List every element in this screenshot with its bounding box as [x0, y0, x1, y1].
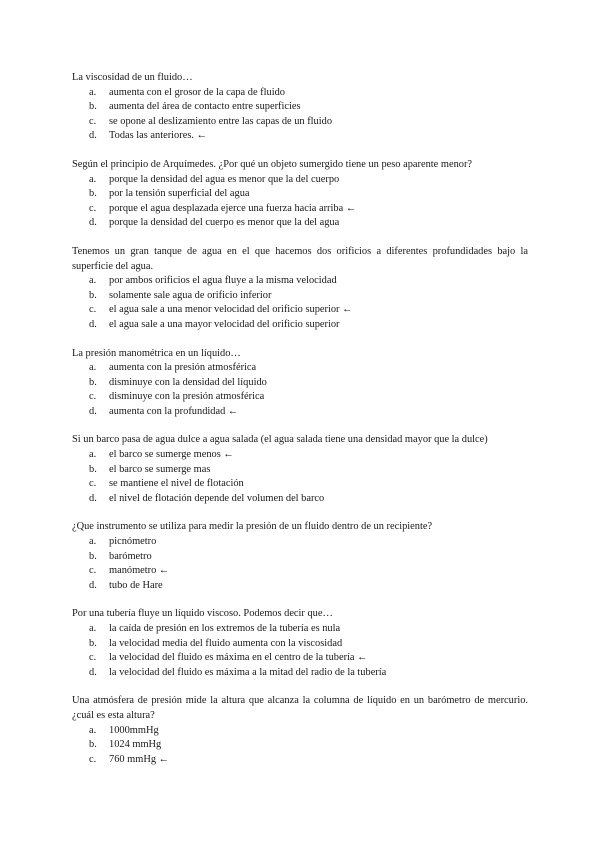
- option-a: [72, 622, 528, 637]
- option-text: por la tensión superficial del agua: [109, 188, 250, 200]
- option-text: se opone al deslizamiento entre las capas de un fluido: [109, 115, 333, 127]
- quiz-document: [72, 71, 528, 767]
- option-c: [72, 115, 528, 130]
- option-letter: c.: [89, 652, 97, 664]
- option-text: la velocidad del fluido es máxima a la mitad del radio de la tubería: [109, 666, 387, 678]
- option-text: porque el agua desplazada ejerce una fuerza hacia arriba ←: [109, 202, 357, 214]
- option-a: [72, 535, 528, 550]
- option-text: por ambos orificios el agua fluye a la misma velocidad: [109, 275, 337, 287]
- option-c: [72, 564, 528, 579]
- option-text: 760 mmHg ←: [109, 753, 170, 765]
- option-d: [72, 216, 528, 231]
- option-letter: b.: [89, 463, 97, 475]
- option-letter: d.: [89, 130, 97, 142]
- options-list: [72, 622, 528, 680]
- option-b: [72, 289, 528, 304]
- option-b: [72, 637, 528, 652]
- option-text: disminuye con la densidad del líquido: [109, 376, 267, 388]
- option-text: porque la densidad del cuerpo es menor que la del agua: [109, 217, 340, 229]
- question-text: Por una tubería fluye un líquido viscoso. Podemos decir que…: [72, 608, 333, 620]
- option-a: [72, 274, 528, 289]
- question-5: [72, 433, 528, 506]
- options-list: [72, 86, 528, 144]
- question-text: Si un barco pasa de agua dulce a agua salada (el agua salada tiene una densidad mayor que la dulce): [72, 434, 488, 446]
- option-text: picnómetro: [109, 536, 157, 548]
- option-text: el nivel de flotación depende del volumen del barco: [109, 492, 325, 504]
- option-text: porque la densidad del agua es menor que la del cuerpo: [109, 173, 340, 185]
- option-letter: d.: [89, 318, 97, 330]
- question-text: ¿Que instrumento se utiliza para medir la presión de un fluido dentro de un recipiente?: [72, 521, 433, 533]
- option-letter: d.: [89, 666, 97, 678]
- option-text: el agua sale a una mayor velocidad del orificio superior: [109, 318, 340, 330]
- option-text: aumenta del área de contacto entre superficies: [109, 101, 301, 113]
- option-d: [72, 318, 528, 333]
- option-text: la caída de presión en los extremos de la tubería es nula: [109, 623, 341, 634]
- option-text: la velocidad del fluido es máxima en el centro de la tubería ←: [109, 652, 368, 664]
- option-text: aumenta con la presión atmosférica: [109, 362, 257, 374]
- options-list: [72, 361, 528, 419]
- option-letter: b.: [89, 637, 97, 649]
- option-c: [72, 303, 528, 318]
- option-b: [72, 100, 528, 115]
- option-b: [72, 376, 528, 391]
- question-7: [72, 607, 528, 680]
- option-text: aumenta con el grosor de la capa de fluido: [109, 86, 285, 98]
- question-2: [72, 158, 528, 231]
- option-letter: d.: [89, 405, 97, 417]
- question-8: [72, 694, 528, 767]
- option-letter: b.: [89, 188, 97, 200]
- option-letter: c.: [89, 115, 97, 127]
- question-6: [72, 520, 528, 593]
- question-1: [72, 71, 528, 144]
- option-letter: a.: [89, 724, 97, 736]
- option-letter: a.: [89, 449, 97, 461]
- option-a: [72, 448, 528, 463]
- option-letter: b.: [89, 550, 97, 562]
- options-list: [72, 274, 528, 332]
- question-text: La viscosidad de un fluido…: [72, 72, 193, 83]
- option-c: [72, 390, 528, 405]
- option-text: 1000mmHg: [109, 724, 159, 736]
- option-text: el barco se sumerge menos ←: [109, 449, 234, 461]
- option-a: [72, 724, 528, 739]
- option-d: [72, 129, 528, 144]
- option-d: [72, 666, 528, 681]
- option-text: 1024 mmHg: [109, 739, 162, 751]
- option-text: solamente sale agua de orificio inferior: [109, 289, 272, 301]
- question-text: Según el principio de Arquímedes. ¿Por qué un objeto sumergido tiene un peso aparente menor?: [72, 158, 473, 170]
- option-text: disminuye con la presión atmosférica: [109, 391, 265, 403]
- option-letter: b.: [89, 376, 97, 388]
- question-text: La presión manométrica en un líquido…: [72, 347, 241, 359]
- option-letter: a.: [89, 86, 97, 98]
- options-list: [72, 173, 528, 231]
- option-letter: c.: [89, 391, 97, 403]
- option-letter: c.: [89, 304, 97, 316]
- option-b: [72, 738, 528, 753]
- option-letter: b.: [89, 101, 97, 113]
- option-letter: d.: [89, 492, 97, 504]
- option-letter: d.: [89, 579, 97, 591]
- option-c: [72, 753, 528, 768]
- option-text: barómetro: [109, 550, 152, 562]
- option-letter: a.: [89, 275, 97, 287]
- option-letter: d.: [89, 217, 97, 229]
- option-d: [72, 579, 528, 594]
- option-c: [72, 202, 528, 217]
- option-letter: a.: [89, 173, 97, 185]
- option-letter: c.: [89, 565, 97, 577]
- option-text: aumenta con la profundidad ←: [109, 405, 239, 417]
- option-d: [72, 492, 528, 507]
- options-list: [72, 535, 528, 593]
- option-b: [72, 550, 528, 565]
- option-text: manómetro ←: [109, 565, 170, 577]
- option-a: [72, 86, 528, 101]
- option-letter: a.: [89, 536, 97, 548]
- option-text: el agua sale a una menor velocidad del orificio superior ←: [109, 304, 353, 316]
- option-text: tubo de Hare: [109, 579, 163, 591]
- option-a: [72, 361, 528, 376]
- option-b: [72, 463, 528, 478]
- option-letter: b.: [89, 739, 97, 751]
- option-c: [72, 477, 528, 492]
- option-text: Todas las anteriores. ←: [109, 130, 207, 142]
- option-letter: b.: [89, 289, 97, 301]
- option-letter: c.: [89, 478, 97, 490]
- question-3: [72, 245, 528, 333]
- option-text: la velocidad media del fluido aumenta con la viscosidad: [109, 637, 343, 649]
- option-letter: c.: [89, 753, 97, 765]
- option-b: [72, 187, 528, 202]
- option-c: [72, 651, 528, 666]
- question-4: [72, 347, 528, 420]
- question-text: Una atmósfera de presión mide la altura que alcanza la columna de líquido en un barómetro de mercurio. ¿cuál es esta altura?: [72, 695, 528, 721]
- option-text: se mantiene el nivel de flotación: [109, 478, 244, 490]
- option-text: el barco se sumerge mas: [109, 463, 211, 475]
- question-text: Tenemos un gran tanque de agua en el que hacemos dos orificios a diferentes profundidades bajo la superficie del agua.: [72, 245, 528, 272]
- option-letter: c.: [89, 202, 97, 214]
- option-letter: a.: [89, 623, 97, 634]
- option-d: [72, 405, 528, 420]
- options-list: [72, 448, 528, 506]
- options-list: [72, 724, 528, 768]
- option-a: [72, 173, 528, 188]
- option-letter: a.: [89, 362, 97, 374]
